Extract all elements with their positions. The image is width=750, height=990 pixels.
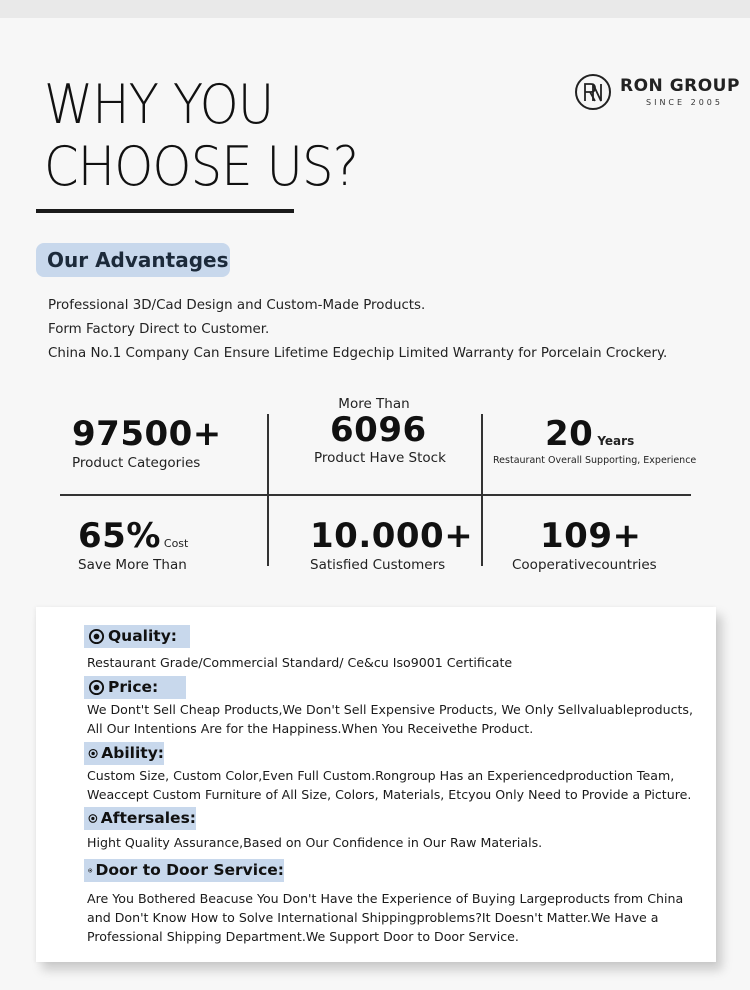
section-title: Price: bbox=[108, 678, 159, 696]
section-quality-text bbox=[87, 653, 512, 672]
logo-name: RON GROUP bbox=[620, 76, 740, 96]
section-line: We Dont't Sell Cheap Products,We Don't Sell Expensive Products, We Only Sellvaluableproducts, bbox=[87, 702, 693, 717]
stat-stock bbox=[314, 396, 446, 466]
stat-label: Cooperativecountries bbox=[512, 557, 657, 573]
section-aftersales-text bbox=[87, 833, 542, 852]
page-title bbox=[44, 74, 358, 198]
section-ability-text bbox=[87, 766, 691, 804]
advantages-heading: Our Advantages bbox=[36, 243, 230, 277]
section-line: Custom Size, Custom Color,Even Full Custom.Rongroup Has an Experiencedproduction Team, bbox=[87, 768, 675, 783]
advantages-list bbox=[48, 296, 667, 368]
stat-customers bbox=[310, 516, 473, 573]
section-title: Ability: bbox=[101, 744, 164, 762]
section-line: Are You Bothered Beacuse You Don't Have the Experience of Buying Largeproducts from China bbox=[87, 891, 684, 906]
logo-since: SINCE 2005 bbox=[646, 98, 723, 107]
title-line-2: CHOOSE US? bbox=[44, 135, 359, 198]
ron-group-logo-icon bbox=[574, 73, 612, 111]
stat-unit: Cost bbox=[163, 537, 189, 550]
advantage-item: Professional 3D/Cad Design and Custom-Made Products. bbox=[48, 298, 426, 313]
section-price-heading bbox=[84, 676, 186, 699]
advantage-item: Form Factory Direct to Customer. bbox=[48, 322, 270, 337]
section-line: Professional Shipping Department.We Support Door to Door Service. bbox=[87, 929, 519, 944]
stat-value: 6096 bbox=[330, 410, 427, 450]
target-icon bbox=[88, 628, 105, 645]
advantage-item: China No.1 Company Can Ensure Lifetime Edgechip Limited Warranty for Porcelain Crockery. bbox=[48, 346, 668, 361]
section-line: Weaccept Custom Furniture of All Size, Colors, Materials, Etcyou Only Need to Provide a Picture. bbox=[87, 787, 692, 802]
section-title: Quality: bbox=[108, 627, 178, 645]
stats-grid bbox=[0, 390, 750, 580]
stats-divider-horizontal bbox=[60, 494, 691, 496]
stat-label: Save More Than bbox=[78, 557, 187, 573]
stat-value: 109+ bbox=[540, 516, 642, 556]
target-icon bbox=[88, 679, 105, 696]
stat-label: Product Have Stock bbox=[314, 450, 446, 466]
section-ability-heading bbox=[84, 742, 164, 765]
section-line: Restaurant Grade/Commercial Standard/ Ce&cu Iso9001 Certificate bbox=[87, 655, 513, 670]
section-door-heading bbox=[84, 859, 284, 882]
stat-countries bbox=[512, 516, 657, 573]
target-icon bbox=[88, 862, 93, 879]
stat-label: Product Categories bbox=[72, 455, 201, 471]
stat-label: Satisfied Customers bbox=[310, 557, 446, 573]
stat-unit: Years bbox=[597, 434, 635, 448]
section-door-text bbox=[87, 889, 683, 946]
stats-divider-vertical bbox=[267, 414, 269, 566]
section-title: Aftersales: bbox=[100, 809, 196, 827]
stats-divider-vertical bbox=[481, 414, 483, 566]
section-line: Hight Quality Assurance,Based on Our Confidence in Our Raw Materials. bbox=[87, 835, 543, 850]
stat-product-categories bbox=[72, 414, 222, 471]
target-icon bbox=[88, 745, 98, 762]
stat-value: 20 bbox=[545, 414, 594, 454]
section-price-text bbox=[87, 700, 693, 738]
section-title: Door to Door Service: bbox=[95, 861, 284, 879]
title-line-1: WHY YOU bbox=[44, 73, 274, 136]
section-line: All Our Intentions Are for the Happiness.When You Receivethe Product. bbox=[87, 721, 534, 736]
top-strip bbox=[0, 0, 750, 18]
section-quality-heading bbox=[84, 625, 190, 648]
stat-years bbox=[493, 414, 696, 466]
section-line: and Don't Know How to Solve International Shippingproblems?It Doesn't Matter.We Have a bbox=[87, 910, 659, 925]
stat-cost bbox=[78, 516, 188, 573]
target-icon bbox=[88, 810, 98, 827]
stat-label: Restaurant Overall Supporting, Experience bbox=[493, 455, 697, 466]
section-aftersales-heading bbox=[84, 807, 196, 830]
brand-logo bbox=[574, 73, 740, 113]
title-underline bbox=[36, 209, 294, 213]
stat-value: 65% bbox=[78, 516, 161, 556]
stat-prefix: More Than bbox=[338, 396, 410, 412]
stat-value: 10.000+ bbox=[310, 516, 474, 556]
stat-value: 97500+ bbox=[72, 414, 222, 454]
